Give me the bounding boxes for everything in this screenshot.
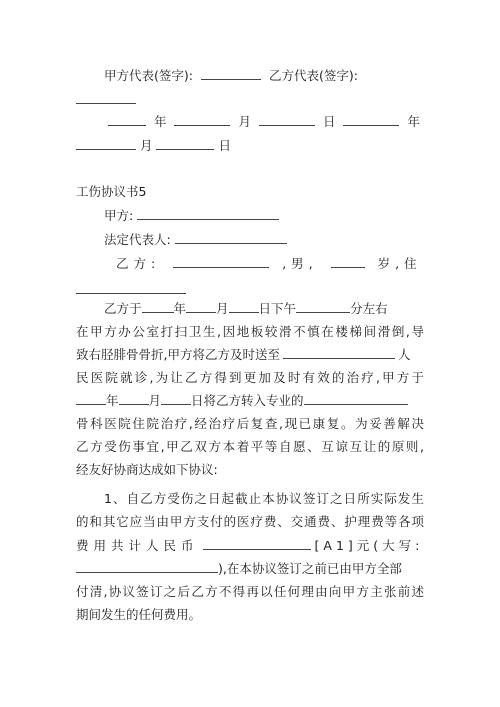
p1-text: 乙方于: [104, 301, 142, 316]
month-blank-2: [76, 138, 136, 150]
p1-minutes: 分左右: [350, 301, 388, 316]
party-b-line: [116, 256, 422, 272]
p2-text-4: ),在本协议签订之前已由甲方全部: [218, 561, 402, 576]
legal-rep-label: 法定代表人:: [104, 232, 171, 247]
p2-text-3a: 费用共计人民币: [76, 538, 199, 553]
day-label-2: 日: [218, 138, 231, 153]
p1-month-blank: [186, 301, 216, 313]
month-label-2: 月: [139, 138, 153, 153]
p2-line-2: 的和其它应当由甲方支付的医疗费、交通费、护理费等各项: [76, 514, 424, 529]
address-line: [76, 282, 186, 298]
specialist-hospital-blank: [304, 393, 408, 405]
day-blank-2: [156, 138, 214, 150]
p2-line-1: 1、自乙方受伤之日起截止本协议签订之日所实际发生: [104, 491, 424, 506]
date-line-2: [76, 138, 231, 154]
party-b-rep-label: 乙方代表(签字):: [268, 68, 358, 83]
p2-line-6: 期间发生的任何费用。: [76, 607, 202, 622]
p1-text-3a: 致右胫腓骨骨折,甲方将乙方及时送至: [76, 347, 280, 362]
transfer-year: 年: [106, 393, 119, 408]
transfer-day-blank: [161, 393, 191, 405]
party-a-rep-blank: [201, 68, 261, 80]
age-residence-label: 岁,住: [377, 256, 422, 271]
party-b-label: 乙方:: [116, 256, 161, 271]
month-blank: [174, 114, 230, 126]
p1-day-blank: [229, 301, 259, 313]
p1-text-3b: 人: [397, 347, 411, 362]
p2-line-4: [76, 561, 402, 577]
transfer-month-blank: [119, 393, 149, 405]
legal-rep-blank: [175, 232, 287, 244]
p1-afternoon: 日下午: [258, 301, 297, 316]
party-b-name-blank: [173, 256, 269, 268]
p1-text-5c: 日将乙方转入专业的: [191, 393, 304, 408]
p1-month: 月: [216, 301, 229, 316]
year-blank: [108, 114, 146, 126]
p1-line-2: 在甲方办公室打扫卫生,因地板较滑不慎在楼梯间滑倒,导: [76, 324, 424, 339]
year-label-2: 年: [407, 114, 420, 129]
party-a-line: [104, 208, 279, 224]
p1-year: 年: [173, 301, 187, 316]
party-b-rep-blank: [76, 92, 136, 104]
transfer-year-blank: [76, 393, 106, 405]
p1-line-8: 经友好协商达成如下协议:: [76, 462, 218, 477]
gender-text: ,男,: [282, 256, 318, 271]
section-title: 工伤协议书5: [76, 184, 147, 199]
legal-rep-line: [104, 232, 287, 248]
signature-line-2: [76, 92, 136, 108]
p1-line-3: [76, 347, 411, 363]
p2-line-3: [76, 538, 423, 554]
p1-line-4: 民医院就诊,为让乙方得到更加及时有效的治疗,甲方于: [76, 370, 424, 385]
p2-text-3b: [A1]元(大写:: [314, 538, 424, 553]
p1-time-blank: [296, 301, 350, 313]
p1-line-1: [104, 301, 388, 317]
amount-words-blank: [76, 561, 218, 573]
year-label: 年: [153, 114, 167, 129]
amount-blank: [203, 538, 311, 550]
p1-line-7: 乙方受伤事宜,甲乙双方本着平等自愿、互谅互让的原则,: [76, 439, 424, 454]
signature-line-1: [104, 68, 358, 84]
p1-line-5: [76, 393, 408, 409]
day-label: 日: [322, 114, 336, 129]
hospital-blank: [283, 347, 395, 359]
year-blank-2: [343, 114, 399, 126]
month-label: 月: [238, 114, 251, 129]
transfer-month: 月: [148, 393, 162, 408]
day-blank: [259, 114, 315, 126]
p1-year-blank: [142, 301, 174, 313]
party-a-rep-label: 甲方代表(签字):: [104, 68, 193, 83]
address-blank: [76, 282, 186, 294]
p1-line-6: 骨科医院住院治疗,经治疗后复查,现已康复。为妥善解决: [76, 416, 424, 431]
party-a-blank: [137, 208, 279, 220]
date-line-1: [108, 114, 420, 130]
p2-line-5: 付清,协议签订之后乙方不得再以任何理由向甲方主张前述: [76, 584, 424, 599]
party-a-label: 甲方:: [104, 208, 134, 223]
age-blank: [331, 256, 365, 268]
